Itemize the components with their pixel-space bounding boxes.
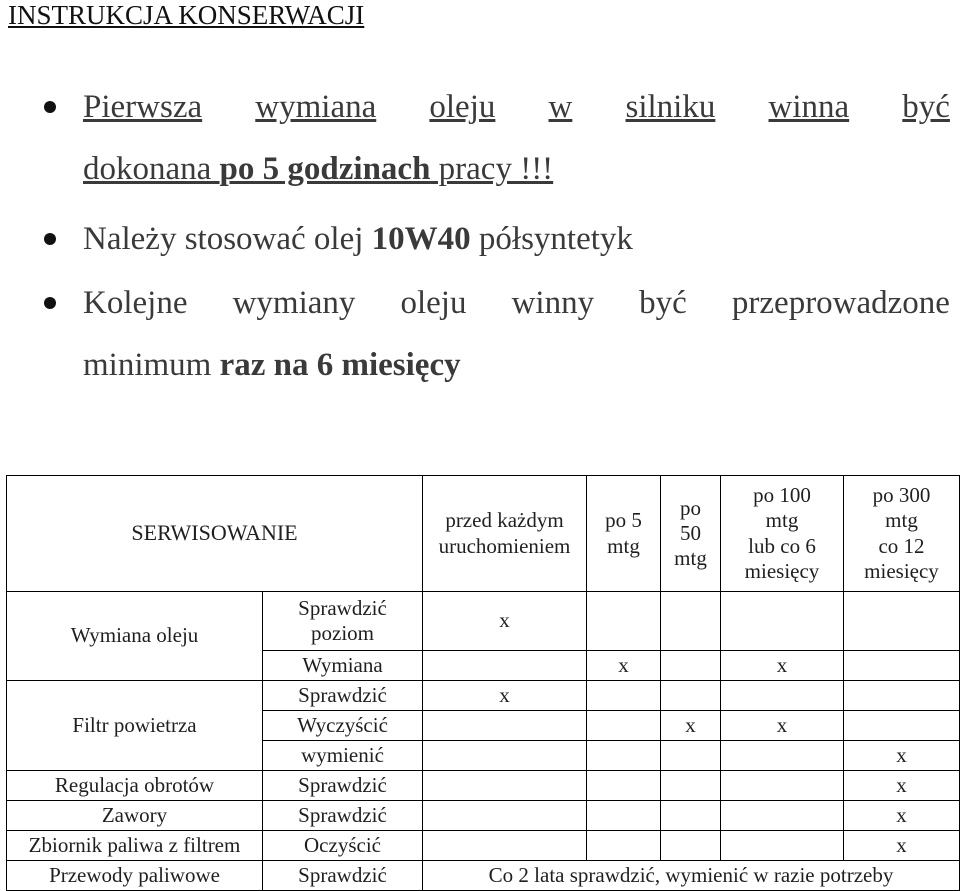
bullet-1-line-1 [40, 82, 950, 132]
header-line: przed każdym [445, 508, 564, 533]
word: oleju [429, 89, 496, 125]
task-line: poziom [311, 621, 374, 645]
mark-cell: x [721, 651, 844, 681]
bullet-1-line-2 [40, 144, 950, 194]
empty-cell [844, 651, 960, 681]
header-before-each-start [423, 476, 587, 592]
task-replace: wymienić [263, 741, 423, 771]
empty-cell [423, 741, 587, 771]
empty-cell [423, 771, 587, 801]
bullet-3-line-2 [40, 340, 950, 390]
table-row [7, 801, 960, 831]
bullet-2-text [83, 214, 950, 264]
header-line: po 5 [605, 508, 642, 533]
empty-cell [721, 741, 844, 771]
bullet-dot-icon [44, 233, 56, 245]
emphasis-text: raz na 6 miesięcy [219, 347, 461, 383]
word: silniku [625, 89, 716, 125]
empty-cell [587, 711, 661, 741]
task-check-level [263, 592, 423, 651]
mark-cell: x [721, 711, 844, 741]
table-row [7, 861, 960, 891]
emphasis-text: 10W40 [371, 221, 471, 257]
task-check: Sprawdzić [263, 681, 423, 711]
empty-cell [661, 831, 721, 861]
empty-cell [844, 711, 960, 741]
task-check: Sprawdzić [263, 771, 423, 801]
mark-cell: x [423, 592, 587, 651]
empty-cell [423, 711, 587, 741]
empty-cell [721, 771, 844, 801]
empty-cell [661, 681, 721, 711]
word: Kolejne [83, 285, 188, 321]
bullet-1-text-line-1 [83, 82, 950, 132]
empty-cell [423, 831, 587, 861]
empty-cell [661, 592, 721, 651]
row-label-fuel-tank: Zbiornik paliwa z filtrem [7, 831, 263, 861]
header-line: mtg [885, 508, 918, 533]
row-label-fuel-lines: Przewody paliwowe [7, 861, 263, 891]
mark-cell: x [844, 741, 960, 771]
header-line: uruchomieniem [438, 533, 571, 558]
page-title: INSTRUKCJA KONSERWACJI [8, 0, 365, 30]
row-label-air-filter: Filtr powietrza [7, 681, 263, 771]
empty-cell [721, 831, 844, 861]
task-clean-tank: Oczyścić [263, 831, 423, 861]
header-line: lub co 6 [748, 533, 816, 558]
empty-cell [661, 741, 721, 771]
empty-cell [587, 771, 661, 801]
task-check: Sprawdzić [263, 861, 423, 891]
header-line: mtg [765, 508, 799, 533]
header-line: miesięcy [864, 558, 939, 583]
header-servicing: SERWISOWANIE [7, 476, 423, 592]
empty-cell [721, 681, 844, 711]
task-change: Wymiana [263, 651, 423, 681]
fuel-lines-note: Co 2 lata sprawdzić, wymienić w razie potrzeby [423, 861, 960, 891]
header-line: po 100 [753, 483, 811, 508]
empty-cell [661, 651, 721, 681]
table-row [7, 831, 960, 861]
table-header-row [7, 476, 960, 592]
text: półsyntetyk [470, 221, 633, 257]
empty-cell [587, 741, 661, 771]
bullet-3-text-line-1 [83, 278, 950, 328]
empty-cell [844, 592, 960, 651]
empty-cell [721, 592, 844, 651]
word: być [902, 89, 950, 125]
word: przeprowadzone [731, 285, 950, 321]
mark-cell: x [661, 711, 721, 741]
word: Pierwsza [83, 89, 203, 125]
text: pracy !!! [430, 151, 554, 187]
header-after-300 [844, 476, 960, 592]
word: być [639, 285, 687, 321]
empty-cell [423, 651, 587, 681]
empty-cell [844, 681, 960, 711]
header-after-5 [587, 476, 661, 592]
empty-cell [721, 801, 844, 831]
mark-cell: x [423, 681, 587, 711]
table-row [7, 592, 960, 651]
text: dokonana [83, 151, 220, 187]
text: minimum [83, 347, 220, 383]
empty-cell [661, 771, 721, 801]
row-label-rpm-adjust: Regulacja obrotów [7, 771, 263, 801]
word: winna [768, 89, 850, 125]
header-line: mtg [607, 533, 640, 558]
header-after-50 [661, 476, 721, 592]
mark-cell: x [587, 651, 661, 681]
row-label-valves: Zawory [7, 801, 263, 831]
task-check: Sprawdzić [263, 801, 423, 831]
empty-cell [661, 801, 721, 831]
empty-cell [587, 801, 661, 831]
bullet-1-text-line-2 [83, 144, 950, 194]
text: Należy stosować olej [83, 221, 372, 257]
table-row [7, 771, 960, 801]
header-line: 50 [680, 520, 701, 545]
task-line: Sprawdzić [298, 595, 387, 620]
header-line: miesięcy [744, 558, 820, 583]
header-line: po 300 [872, 483, 931, 508]
empty-cell [587, 831, 661, 861]
mark-cell: x [844, 831, 960, 861]
bullet-3-line-1 [40, 278, 950, 328]
service-schedule-table [6, 475, 960, 891]
header-line: co 12 [878, 533, 925, 558]
table-row [7, 681, 960, 711]
empty-cell [587, 681, 661, 711]
row-label-oil-change: Wymiana oleju [7, 592, 263, 681]
empty-cell [423, 801, 587, 831]
word: w [548, 89, 573, 125]
emphasis-text: po 5 godzinach [219, 151, 431, 187]
bullet-dot-icon [44, 101, 56, 113]
word: wymiana [255, 89, 377, 125]
mark-cell: x [844, 801, 960, 831]
bullet-3-text-line-2 [83, 340, 950, 390]
header-after-100 [721, 476, 844, 592]
bullet-2-line-1 [40, 214, 950, 264]
bullet-dot-icon [44, 297, 56, 309]
header-line: mtg [674, 546, 707, 571]
word: oleju [400, 285, 467, 321]
empty-cell [587, 592, 661, 651]
header-line: po [680, 495, 701, 520]
word: wymiany [232, 285, 356, 321]
mark-cell: x [844, 771, 960, 801]
task-clean: Wyczyścić [263, 711, 423, 741]
word: winny [511, 285, 595, 321]
